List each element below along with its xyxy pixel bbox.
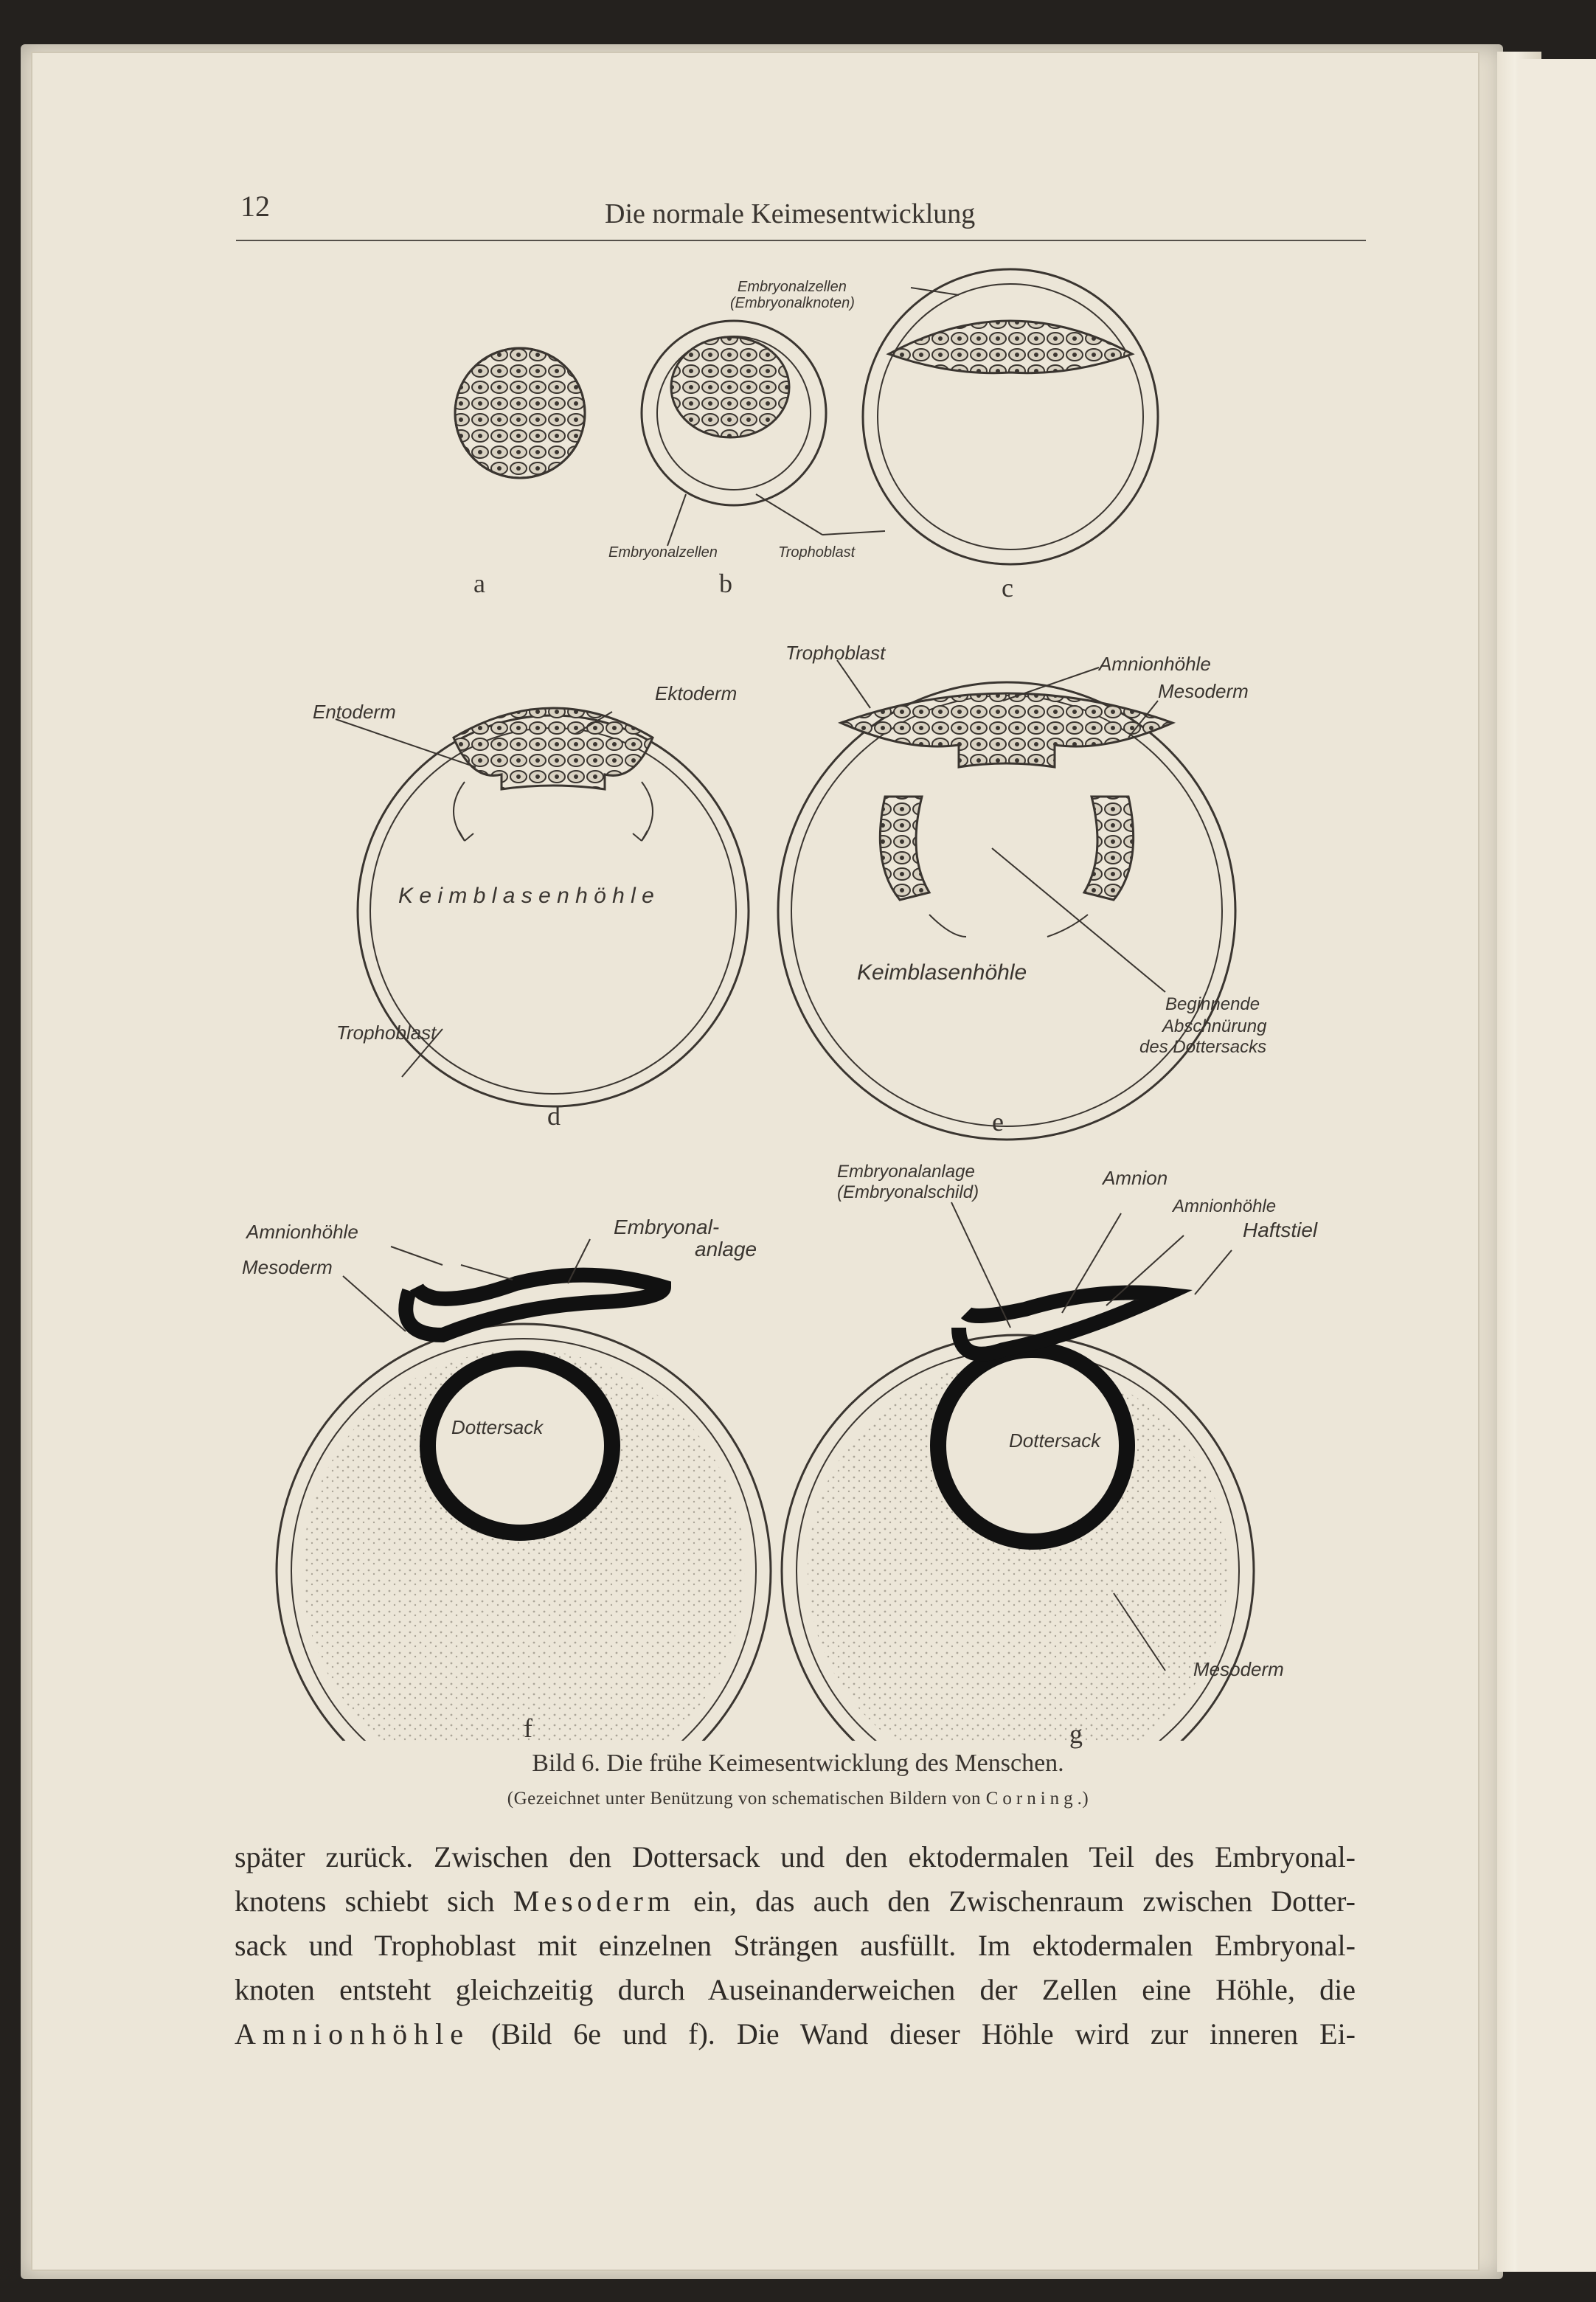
annot-beginnende-1: Beginnende [1165, 994, 1260, 1014]
body-line-4: knoten entsteht gleichzeitig durch Auseinanderweichen der Zellen eine Höhle, die [235, 1973, 1356, 2006]
header-rule [236, 240, 1366, 241]
stage-b-blastocyst [642, 321, 826, 546]
annot-trophoblast-d: Trophoblast [336, 1022, 437, 1044]
annot-ektoderm: Ektoderm [655, 682, 738, 704]
annot-keimblasenhoehle-d: K e i m b l a s e n h ö h l e [398, 884, 654, 908]
figure-label-f: f [524, 1713, 532, 1743]
figure-credit [0, 1789, 1596, 1809]
figure-label-g: g [1069, 1719, 1083, 1749]
running-title: Die normale Keimesentwicklung [605, 198, 976, 229]
credit-name: Corning [985, 1789, 1078, 1809]
body-line-5 [235, 2012, 1356, 2056]
annot-haftstiel-g: Haftstiel [1243, 1218, 1318, 1241]
annot-mesoderm-e: Mesoderm [1158, 680, 1249, 702]
figure-caption: Bild 6. Die frühe Keimesentwicklung des Menschen. [532, 1750, 1064, 1777]
body-line-2-post: ein, das auch den Zwischenraum zwischen Dotter- [674, 1885, 1356, 1918]
stage-a-morula [455, 348, 585, 478]
credit-text: (Gezeichnet unter Benützung von schematischen Bildern von [507, 1789, 986, 1809]
annot-embryonalanlage-f2: anlage [695, 1238, 757, 1261]
figure-label-c: c [1002, 573, 1013, 603]
body-line-2 [235, 1879, 1356, 1924]
annot-amnionhoehle-g: Amnionhöhle [1173, 1196, 1277, 1216]
annot-amnionhoehle-f: Amnionhöhle [246, 1221, 358, 1243]
annot-embryonalzellen-1: Embryonalzellen [738, 279, 847, 295]
annot-embryonalanlage-g1: Embryonalanlage [837, 1162, 975, 1182]
body-line-5-spaced: Amnionhöhle [235, 2017, 470, 2050]
annot-dottersack-g: Dottersack [1009, 1429, 1101, 1452]
page-number: 12 [240, 190, 270, 223]
body-line-2-spaced: Mesoderm [513, 1885, 675, 1918]
facing-page-edge [1519, 59, 1596, 2272]
annot-keimblasenhoehle-e: Keimblasenhöhle [857, 960, 1027, 985]
credit-end: .) [1077, 1789, 1089, 1809]
figure-label-d: d [547, 1101, 561, 1131]
annot-embryonalanlage-f1: Embryonal- [614, 1216, 720, 1238]
annot-beginnende-2: Abschnürung [1162, 1016, 1267, 1036]
body-line-5-post: (Bild 6e und f). Die Wand dieser Höhle wird zur inneren Ei- [469, 2017, 1356, 2050]
annot-embryonalzellen-b: Embryonalzellen [608, 544, 718, 561]
body-line-3: sack und Trophoblast mit einzelnen Strängen ausfüllt. Im ektodermalen Embryonal- [235, 1929, 1356, 1962]
annot-embryonalzellen-2: (Embryonalknoten) [730, 295, 855, 311]
annot-mesoderm-f: Mesoderm [242, 1256, 333, 1278]
stage-c-blastocyst [822, 269, 1158, 564]
annot-trophoblast-e: Trophoblast [785, 642, 886, 664]
annot-embryonalanlage-g2: (Embryonalschild) [837, 1182, 979, 1202]
stage-e [778, 660, 1235, 1140]
figure-label-e: e [992, 1107, 1004, 1137]
annot-amnion-g: Amnion [1103, 1167, 1168, 1189]
annot-amnionhoehle-e: Amnionhöhle [1099, 653, 1211, 675]
annot-beginnende-3: des Dottersacks [1139, 1037, 1267, 1057]
stage-f [277, 1239, 771, 1741]
body-line-2-pre: knotens schiebt sich [235, 1885, 513, 1918]
body-line-1: später zurück. Zwischen den Dottersack und den ektodermalen Teil des Embryonal- [235, 1840, 1356, 1873]
annot-dottersack-f: Dottersack [451, 1416, 544, 1438]
figure-label-a: a [473, 569, 485, 598]
figure-label-b: b [719, 569, 732, 598]
annot-trophoblast-b: Trophoblast [778, 544, 856, 561]
annot-mesoderm-g: Mesoderm [1193, 1658, 1284, 1680]
annot-entoderm: Entoderm [313, 701, 396, 723]
stage-g [782, 1202, 1254, 1741]
